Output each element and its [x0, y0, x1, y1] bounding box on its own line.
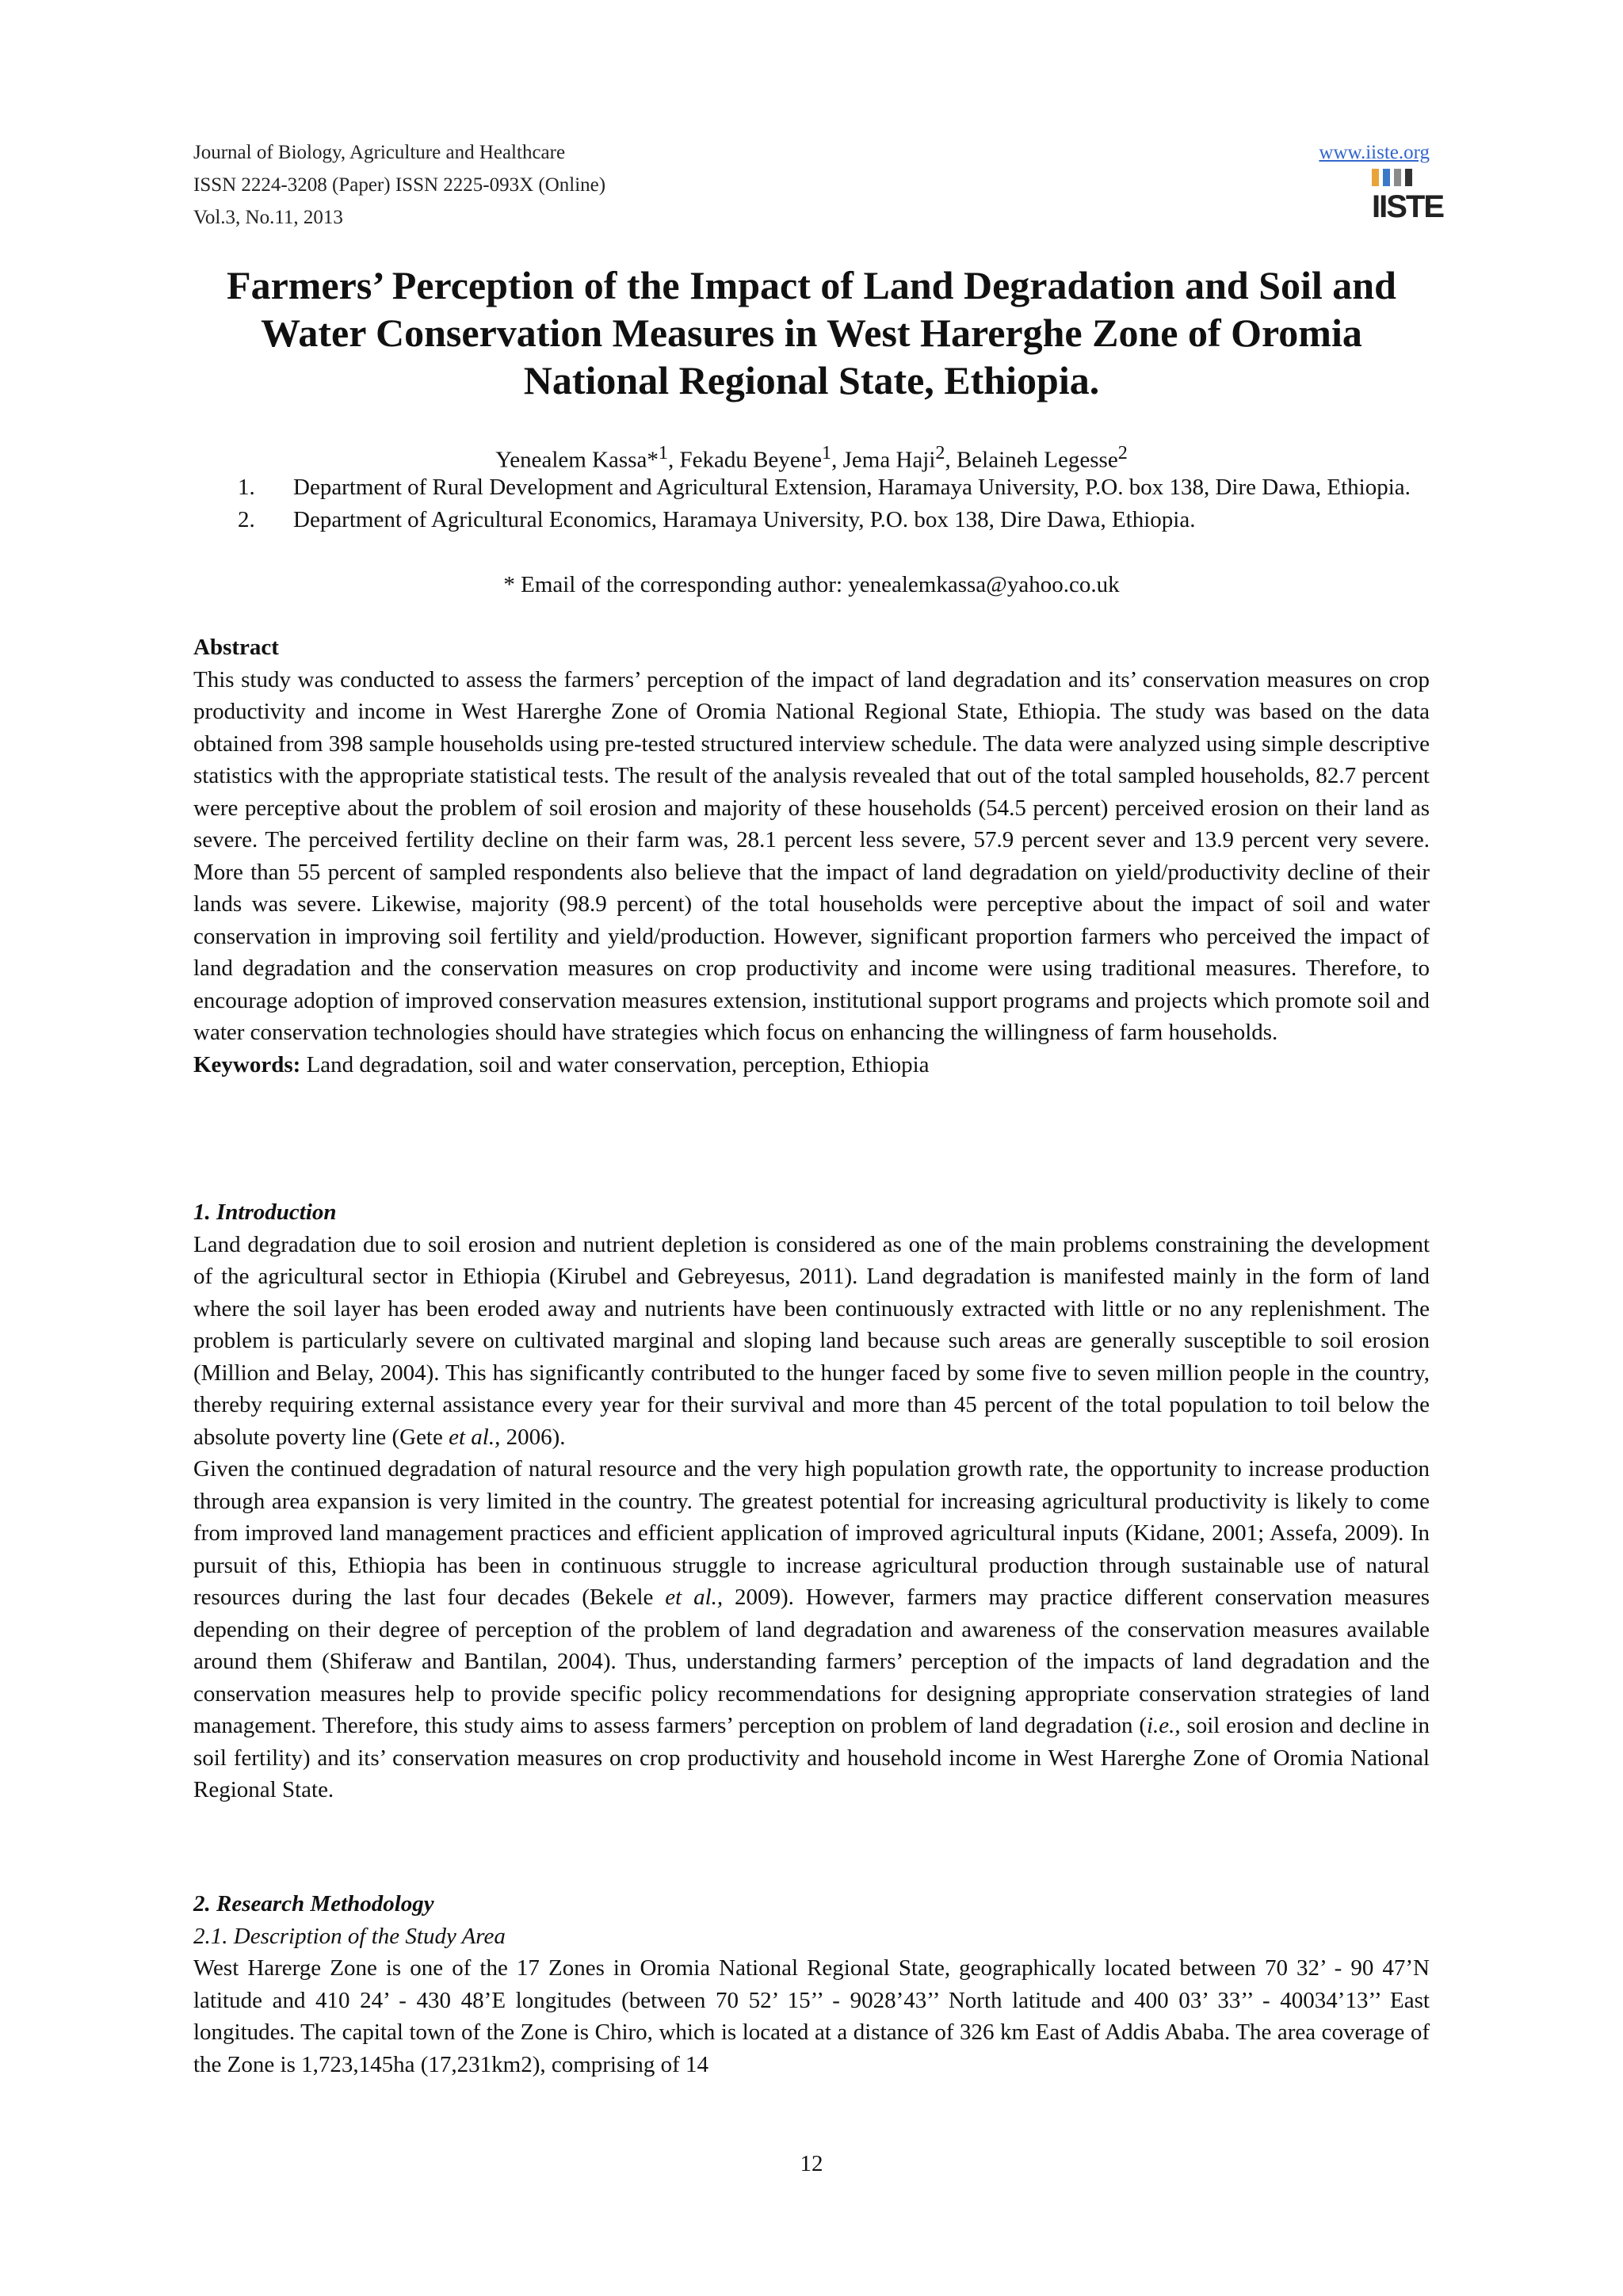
- logo-text: IISTE: [1372, 189, 1444, 224]
- journal-url-link[interactable]: www.iiste.org: [1319, 142, 1430, 163]
- affiliation-marker: 2: [935, 442, 945, 463]
- introduction-heading: 1. Introduction: [193, 1199, 337, 1225]
- abstract-section: [193, 631, 1430, 1081]
- author-name: , Fekadu Beyene: [667, 447, 823, 473]
- journal-name: Journal of Biology, Agriculture and Healthcare: [193, 142, 566, 163]
- abstract-heading: Abstract: [193, 635, 279, 660]
- abstract-text: This study was conducted to assess the farmers’ perception of the impact of land degradation and its’ conservation measures on crop productivity and income in West Harerghe Zone of Oromia National Regional State, Ethiopia. The study was based on the data obtained from 398 sample households using pre-tested structured interview schedule. The data were analyzed using simple descriptive statistics with the appropriate statistical tests. The result of the analysis revealed that out of the total sampled households, 82.7 percent were perceptive about the problem of soil erosion and majority of these households (54.5 percent) perceived erosion on their land as severe. The perceived fertility decline on their farm was, 28.1 percent less severe, 57.9 percent sever and 13.9 percent very severe. More than 55 percent of sampled respondents also believe that the impact of land degradation on yield/productivity decline of their lands was severe. Likewise, majority (98.9 percent) of the total households were perceptive about the impact of soil and water conservation in improving soil fertility and yield/production. However, significant proportion farmers who perceived the impact of land degradation and the conservation measures on crop productivity and income were using traditional measures. Therefore, to encourage adoption of improved conservation measures extension, institutional support programs and projects which promote soil and water conservation technologies should have strategies which focus on enhancing the willingness of farm households.: [193, 666, 1430, 1045]
- methodology-section: [193, 1888, 1430, 2081]
- journal-issn: ISSN 2224-3208 (Paper) ISSN 2225-093X (Online): [193, 174, 606, 196]
- author-name: , Jema Haji: [831, 447, 936, 473]
- paper-title: Farmers’ Perception of the Impact of Land Degradation and Soil and Water Conservation Measures in West Harerghe Zone of Oromia National Regional State, Ethiopia.: [227, 263, 1396, 402]
- affiliation-marker: 2: [1117, 442, 1128, 463]
- affiliation-number: 2.: [238, 507, 255, 532]
- methodology-heading: 2. Research Methodology: [193, 1891, 434, 1917]
- intro-paragraph-2: Given the continued degradation of natural resource and the very high population growth rate, the opportunity to increase production through area expansion is very limited in the country. The greatest potential for increasing agricultural productivity is likely to come from improved land management practices and efficient application of improved agricultural inputs (Kidane, 2001; Assefa, 2009). In pursuit of this, Ethiopia has been in continuous struggle to increase agricultural production through sustainable use of natural resources during the last four decades (Bekele et al., 2009). However, farmers may practice different conservation measures depending on their degree of perception of the problem of land degradation and awareness of the conservation measures available around them (Shiferaw and Bantilan, 2004). Thus, understanding farmers’ perception of the impacts of land degradation and the conservation measures help to provide specific policy recommendations for designing appropriate conservation strategies of land management. Therefore, this study aims to assess farmers’ perception on problem of land degradation (i.e., soil erosion and decline in soil fertility) and its’ conservation measures on crop productivity and household income in West Harerghe Zone of Oromia National Regional State.: [193, 1456, 1430, 1802]
- affiliation-text: Department of Rural Development and Agricultural Extension, Haramaya University, P.O. box 138, Dire Dawa, Ethiopia.: [293, 475, 1411, 500]
- introduction-section: [193, 1196, 1430, 1806]
- affiliation-item: [238, 471, 1430, 504]
- page-number: 12: [800, 2151, 823, 2176]
- keywords-text: Land degradation, soil and water conservation, perception, Ethiopia: [300, 1051, 930, 1077]
- keywords-line: [193, 1049, 1430, 1081]
- logo-bars-icon: [1372, 169, 1429, 186]
- author-name: , Belaineh Legesse: [945, 447, 1118, 473]
- affiliation-text: Department of Agricultural Economics, Haramaya University, P.O. box 138, Dire Dawa, Ethiopia.: [293, 507, 1196, 532]
- affiliation-marker: 1: [658, 442, 668, 463]
- journal-header: [193, 136, 605, 234]
- keywords-label: Keywords:: [193, 1051, 301, 1077]
- corresponding-email: * Email of the corresponding author: yenealemkassa@yahoo.co.uk: [503, 572, 1120, 597]
- study-area-text: West Harerge Zone is one of the 17 Zones in Oromia National Regional State, geographically located between 70 32’ - 90 47’N latitude and 410 24’ - 430 48’E longitudes (between 70 52’ 15’’ - 9028’43’’ North latitude and 400 03’ 33’’ - 40034’13’’ East longitudes. The capital town of the Zone is Chiro, which is located at a distance of 326 km East of Addis Ababa. The area coverage of the Zone is 1,723,145ha (17,231km2), comprising of 14: [193, 1955, 1430, 2077]
- author-list: [193, 438, 1430, 475]
- intro-paragraph-1: Land degradation due to soil erosion and nutrient depletion is considered as one of the main problems constraining the development of the agricultural sector in Ethiopia (Kirubel and Gebreyesus, 2011). Land degradation is manifested mainly in the form of land where the soil layer has been eroded away and nutrients have been continuously extracted with little or no any replenishment. The problem is particularly severe on cultivated marginal and sloping land because such areas are generally susceptible to soil erosion (Million and Belay, 2004). This has significantly contributed to the hunger faced by some five to seven million people in the country, thereby requiring external assistance every year for their survival and more than 45 percent of the total population to toil below the absolute poverty line (Gete et al., 2006).: [193, 1231, 1430, 1450]
- study-area-subheading: 2.1. Description of the Study Area: [193, 1923, 506, 1949]
- affiliation-marker: 1: [822, 442, 832, 463]
- affiliation-list: [238, 471, 1430, 536]
- affiliation-item: [238, 504, 1430, 536]
- affiliation-number: 1.: [238, 475, 255, 500]
- iiste-logo: [1372, 169, 1444, 227]
- author-name: Yenealem Kassa*: [495, 447, 659, 473]
- journal-volume: Vol.3, No.11, 2013: [193, 207, 343, 228]
